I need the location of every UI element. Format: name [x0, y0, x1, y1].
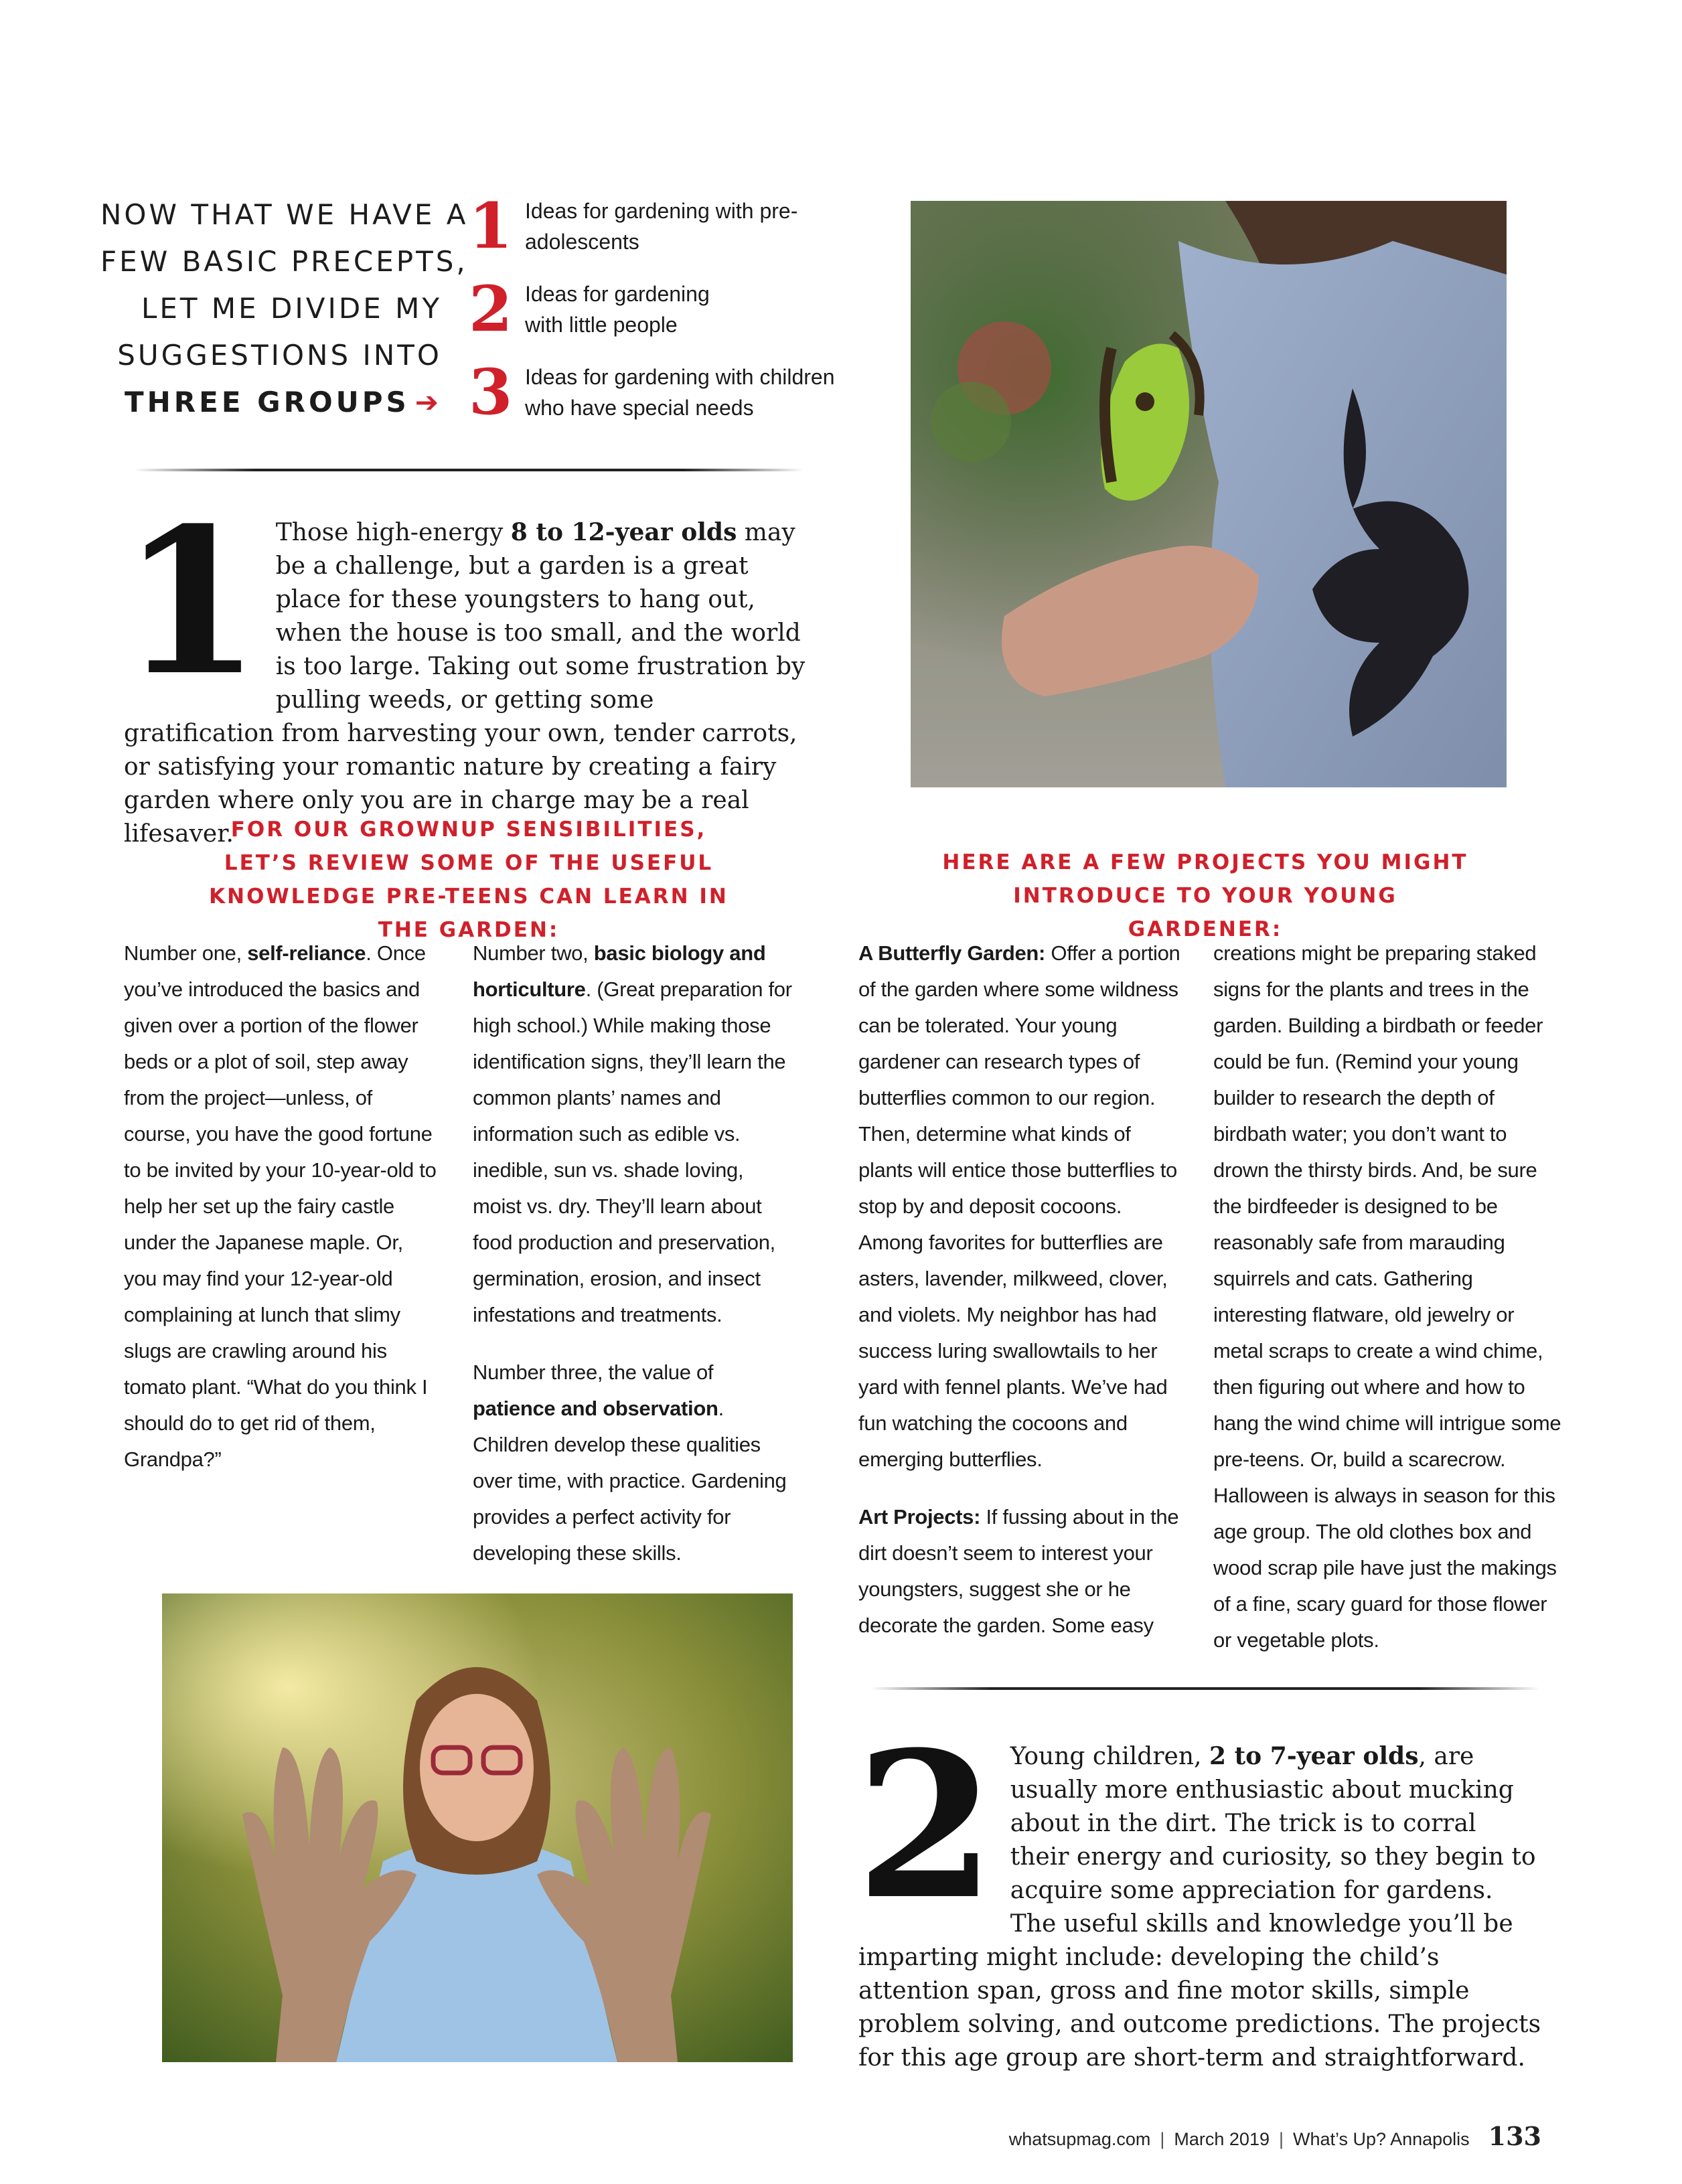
butterfly-photo	[911, 201, 1507, 787]
column-4	[1213, 935, 1561, 1680]
section1-intro	[121, 483, 807, 851]
col-text: creations might be preparing staked signs for the plants and trees in the garden. Building a birdbath or feeder could be fun. (Remind your young builder to research the depth of birdbath water; you don’t want to drown the thirsty birds. And, be sure the birdfeeder is designed to be reasonably safe from marauding squirrels and cats. Gathering interesting flatware, old jewelry or metal scraps to create a wind chime, then figuring out where and how to hang the wind chime will intrigue some pre-teens. Or, build a scarecrow. Halloween is always in season for this age group. The old clothes box and wood scrap pile have just the makings of a fine, scary guard for those flower or vegetable plots.	[1213, 941, 1561, 1652]
intro-heading	[100, 191, 469, 426]
column-1	[124, 935, 439, 1499]
col-text: Number three, the value of	[473, 1360, 714, 1384]
page-number: 133	[1488, 2121, 1541, 2151]
col-bold: patience and observation	[473, 1397, 718, 1420]
col-text: Offer a portion of the garden where some wildness can be tolerated. Your young gardener can research types of butterflies common to our region. Then, determine what kinds of plants will entice those butterflies to stop by and deposit cocoons. Among favorites for butterflies are asters, lavender, milkweed, clover, and violets. My neighbor has had success luring swallowtails to her yard with fennel plants. We’ve had fun watching the cocoons and emerging butterflies.	[858, 941, 1180, 1471]
group-text: Ideas for gardening with pre-adolescents	[525, 199, 798, 254]
col-bold: self-reliance	[247, 941, 366, 965]
group-text: Ideas for gardening with little people	[525, 282, 710, 337]
section1-dropcap: 1	[121, 483, 261, 720]
group-number: 1	[469, 189, 513, 263]
footer-separator: |	[1160, 2129, 1165, 2149]
intro-line: LET ME DIVIDE MY	[141, 292, 442, 325]
section2-text: Young children,	[1010, 1743, 1209, 1770]
footer-site: whatsupmag.com	[1008, 2129, 1151, 2149]
section2-dropcap: 2	[856, 1707, 996, 1944]
intro-line: SUGGESTIONS INTO	[117, 339, 442, 372]
col-text: . (Great preparation for high school.) While making those identification signs, they’ll learn the common plants’ names and information such as edible vs. inedible, sun vs. shade loving, moist vs. dry. They’ll learn about food production and preservation, germination, erosion, and insect infestations and treatments.	[473, 978, 792, 1326]
divider	[134, 469, 804, 471]
col-text: Number two,	[473, 941, 594, 965]
arrow-right-icon: ➔	[414, 386, 442, 418]
col-bold: A Butterfly Garden:	[858, 941, 1046, 965]
footer-separator: |	[1278, 2129, 1284, 2149]
col-text: Number one,	[124, 941, 248, 965]
group-text: Ideas for gardening with children who have special needs	[525, 365, 835, 420]
section1-text: may be a challenge, but a garden is a great place for these youngsters to hang out, when the house is too small, and the world is too large. Taking out some frustration by pulling weeds, or getting some gratification from harvesting your own, tender carrots, or satisfying your romantic nature by creating a fairy garden where only you are in charge may be a real lifesaver.	[124, 519, 806, 848]
col-text: . Once you’ve introduced the basics and given over a portion of the flower beds or a plot of soil, step away from the project—unless, of course, you have the good fortune to be invited by your 10-year-old to help her set up the fairy castle under the Japanese maple. Or, you may find your 12-year-old complaining at lunch that slimy slugs are crawling around his tomato plant. “What do you think I should do to get rid of them, Grandpa?”	[124, 941, 437, 1471]
page-footer	[1009, 2121, 1541, 2151]
column-2	[473, 935, 794, 1593]
group-item	[469, 191, 844, 265]
section1-bold: 8 to 12-year olds	[510, 518, 737, 546]
column-3	[858, 935, 1183, 1665]
col-bold: Art Projects:	[858, 1505, 981, 1529]
section2-bold: 2 to 7-year olds	[1209, 1742, 1419, 1770]
col-text: . Children develop these qualities over time, with practice. Gardening provides a perfect activity for developing these skills.	[473, 1397, 787, 1565]
group-item	[469, 358, 844, 431]
section1-text: Those high-energy	[275, 519, 511, 546]
three-groups-label: THREE GROUPS	[124, 386, 410, 418]
footer-publication: What’s Up? Annapolis	[1293, 2129, 1470, 2149]
section2-intro	[856, 1707, 1541, 2075]
intro-line: FEW BASIC PRECEPTS,	[100, 245, 468, 278]
child-hands-photo	[162, 1593, 793, 2062]
divider	[870, 1687, 1540, 1690]
footer-date: March 2019	[1174, 2129, 1270, 2149]
group-number: 3	[469, 356, 513, 429]
intro-line: NOW THAT WE HAVE A	[100, 198, 469, 231]
col-text: If fussing about in the dirt doesn’t seem to interest your youngsters, suggest she or he decorate the garden. Some easy	[858, 1505, 1179, 1637]
left-subheading: FOR OUR GROWNUP SENSIBILITIES, LET’S REVIEW SOME OF THE USEFUL KNOWLEDGE PRE-TEENS CAN LEARN IN THE GARDEN:	[209, 817, 729, 942]
right-subheading: HERE ARE A FEW PROJECTS YOU MIGHT INTRODUCE TO YOUR YOUNG GARDENER:	[942, 850, 1468, 941]
col-bold: basic biology and horticulture	[473, 941, 766, 1001]
group-number: 2	[469, 272, 513, 346]
intro-strong-line	[100, 379, 442, 426]
section2-text: , are usually more enthusiastic about mucking about in the dirt. The trick is to corral their energy and curiosity, so they begin to acquire some appreciation for gardens. The useful skills and knowledge you’ll be imparting might include: developing the child’s attention span, gross and fine motor skills, simple problem solving, and outcome predictions. The projects for this age group are short-term and straightforward.	[858, 1743, 1541, 2072]
group-item	[469, 272, 844, 348]
